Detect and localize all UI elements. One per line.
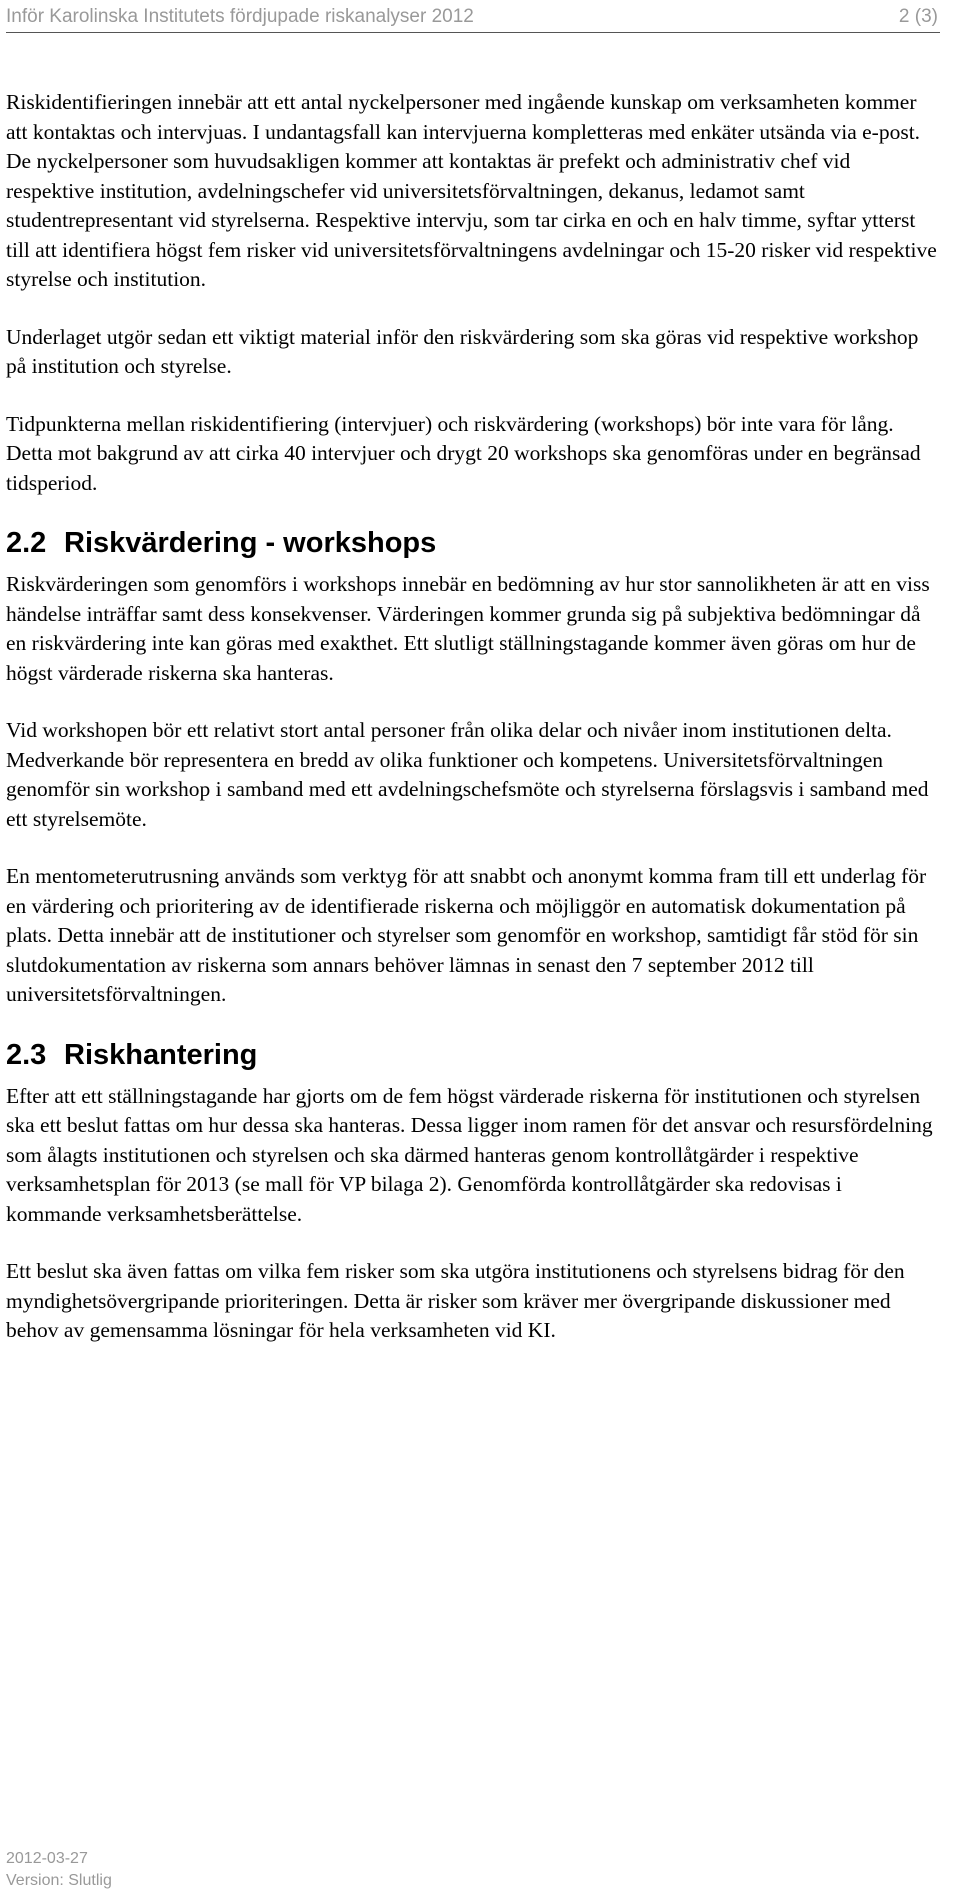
paragraph-underlag: Underlaget utgör sedan ett viktigt material inför den riskvärdering som ska göras vid respektive workshop på institution och styrelse. — [6, 324, 919, 378]
paragraph-mentometer: En mentometerutrusning används som verktyg för att snabbt och anonymt komma fram till ett underlag för en värdering och prioritering av de identifierade riskerna och möjliggör en automatisk dokumentation på plats. Detta innebär att de institutioner och styrelser som genomför en workshop, samtidigt får stöd för sin slutdokumentation av riskerna som annars behöver lämnas in senast den 7 september 2012 till universitetsförvaltningen. — [6, 864, 927, 1006]
paragraph-stallningstagande: Efter att ett ställningstagande har gjorts om de fem högst värderade riskerna för institutionen och styrelsen ska ett beslut fattas om hur dessa ska hanteras. Dessa ligger inom ramen för det ansvar och resursfördelning som ålagts institutionen och styrelsen och ska därmed hanteras genom kontrollåtgärder i respektive verksamhetsplan för 2013 (se mall för VP bilaga 2). Genomförda kontrollåtgärder ska redovisas i kommande verksamhetsberättelse. — [6, 1083, 933, 1226]
paragraph-beslut: Ett beslut ska även fattas om vilka fem risker som ska utgöra institutionens och styrelsens bidrag för den myndighetsövergripande prioriteringen. Detta är risker som kräver mer övergripande diskussioner med behov av gemensamma lösningar för hela verksamheten vid KI. — [6, 1259, 905, 1342]
section-heading-2-3 — [6, 1038, 940, 1072]
paragraph-workshopen: Vid workshopen bör ett relativt stort antal personer från olika delar och nivåer inom institutionen delta. Medverkande bör representera en bredd av olika funktioner och kompetens. Universitetsförvaltningen genomför sin workshop i samband med ett avdelningschefsmöte och styrelserna förslagsvis i samband med ett styrelsemöte. — [6, 718, 929, 831]
section-number-2-3: 2.3 — [6, 1038, 47, 1071]
section-number-2-2: 2.2 — [6, 527, 47, 559]
paragraph-tidpunkterna: Tidpunkterna mellan riskidentifiering (intervjuer) och riskvärdering (workshops) bör inte vara för lång. Detta mot bakgrund av att cirka 40 intervjuer och drygt 20 workshops ska genomföras under en begränsad tidsperiod. — [6, 411, 921, 495]
paragraph-risk-identification: Riskidentifieringen innebär att ett antal nyckelpersoner med ingående kunskap om verksamheten kommer att kontaktas och intervjuas. I undantagsfall kan intervjuerna kompletteras med enkäter utsända via e-post. De nyckelpersoner som huvudsakligen kommer att kontaktas är prefekt och administrativ chef vid respektive institution, avdelningschefer vid universitetsförvaltningen, dekanus, ledamot samt studentrepresentant vid styrelserna. Respektive intervju, som tar cirka en och en halv timme, syftar ytterst till att identifiera högst fem risker vid universitetsförvaltningens avdelningar och 15-20 risker vid respektive styrelse och institution. — [6, 90, 937, 291]
page-footer — [6, 1848, 112, 1892]
paragraph-riskvardering: Riskvärderingen som genomförs i workshops innebär en bedömning av hur stor sannolikheten är att en viss händelse inträffar samt dess konsekvenser. Värderingen kommer grunda sig på subjektiva bedömningar då en riskvärdering inte kan göras med exakthet. Ett slutligt ställningstagande kommer även göras om hur de högst värderade riskerna ska hanteras. — [6, 572, 930, 685]
header-title: Inför Karolinska Institutets fördjupade riskanalyser 2012 — [6, 6, 474, 27]
section-title-2-2: Riskvärdering - workshops — [64, 527, 437, 559]
footer-version: Version: Slutlig — [6, 1872, 112, 1889]
page-number: 2 (3) — [898, 6, 938, 27]
section-heading-2-2 — [6, 526, 940, 560]
footer-date: 2012-03-27 — [6, 1850, 88, 1867]
page-header — [6, 2, 940, 33]
section-title-2-3: Riskhantering — [64, 1038, 258, 1071]
document-body — [6, 88, 940, 1346]
